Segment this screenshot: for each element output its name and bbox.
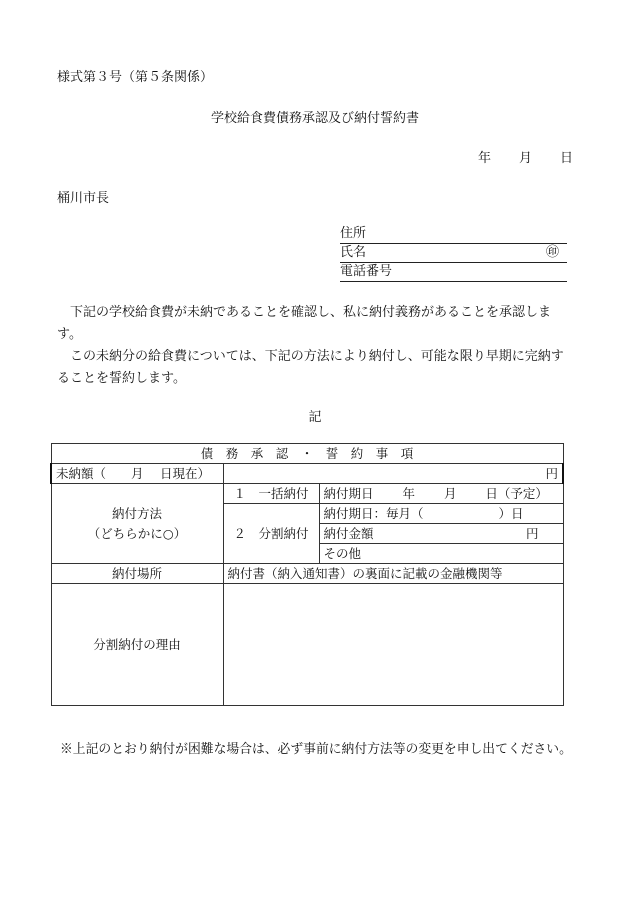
date-day: 日 — [560, 151, 574, 166]
unpaid-amount-label: 未納額（ 月 日現在） — [51, 464, 223, 484]
document-title: 学校給食費債務承認及び納付誓約書 — [210, 111, 419, 126]
address-field[interactable] — [340, 226, 567, 244]
date-line — [478, 147, 573, 166]
unpaid-amount-field[interactable]: 円 — [223, 464, 563, 484]
installment-other-field[interactable]: その他 — [319, 544, 563, 564]
paragraph-pledge: この未納分の給食費については、下記の方法により納付し、可能な限り早期に完納することを誓約します。 — [57, 349, 564, 386]
ki-heading: 記 — [308, 410, 322, 425]
installment-reason-field[interactable] — [223, 584, 563, 706]
installment-due-day-field[interactable]: 納付期日：毎月（ ）日 — [319, 504, 563, 524]
payment-method-label — [51, 484, 223, 564]
payment-place-label: 納付場所 — [51, 564, 223, 584]
option-lump-sum[interactable]: １ 一括納付 — [223, 484, 319, 504]
form-number: 様式第３号（第５条関係） — [57, 70, 214, 85]
phone-label: 電話番号 — [340, 264, 393, 279]
footer-note: ※上記のとおり納付が困難な場合は、必ず事前に納付方法等の変更を申し出てください。 — [60, 742, 572, 757]
installment-reason-label: 分割納付の理由 — [51, 584, 223, 706]
name-label: 氏名 — [340, 245, 367, 260]
installment-amount-unit: 円 — [525, 525, 539, 541]
table-header: 債 務 承 認 ・ 誓 約 事 項 — [51, 444, 563, 464]
payment-method-hint: （どちらかに○） — [87, 525, 187, 541]
payment-method-title: 納付方法 — [111, 505, 162, 521]
addressee: 桶川市長 — [57, 191, 110, 206]
address-label: 住所 — [340, 226, 367, 241]
option-installment[interactable]: ２ 分割納付 — [223, 504, 319, 564]
pledge-table — [50, 443, 564, 706]
payment-place-value: 納付書（納入通知書）の裏面に記載の金融機関等 — [223, 564, 563, 584]
installment-amount-label: 納付金額 — [323, 525, 374, 541]
lump-sum-due-date-field[interactable]: 納付期日 年 月 日（予定） — [319, 484, 563, 504]
paragraph-acknowledgement: 下記の学校給食費が未納であることを確認し、私に納付義務があることを承認します。 — [57, 305, 552, 342]
installment-amount-field[interactable] — [319, 524, 563, 544]
seal-mark-icon: ㊞ — [545, 245, 559, 260]
date-month: 月 — [519, 151, 533, 166]
name-field[interactable] — [340, 245, 567, 263]
phone-field[interactable] — [340, 264, 567, 282]
date-year: 年 — [478, 151, 492, 166]
